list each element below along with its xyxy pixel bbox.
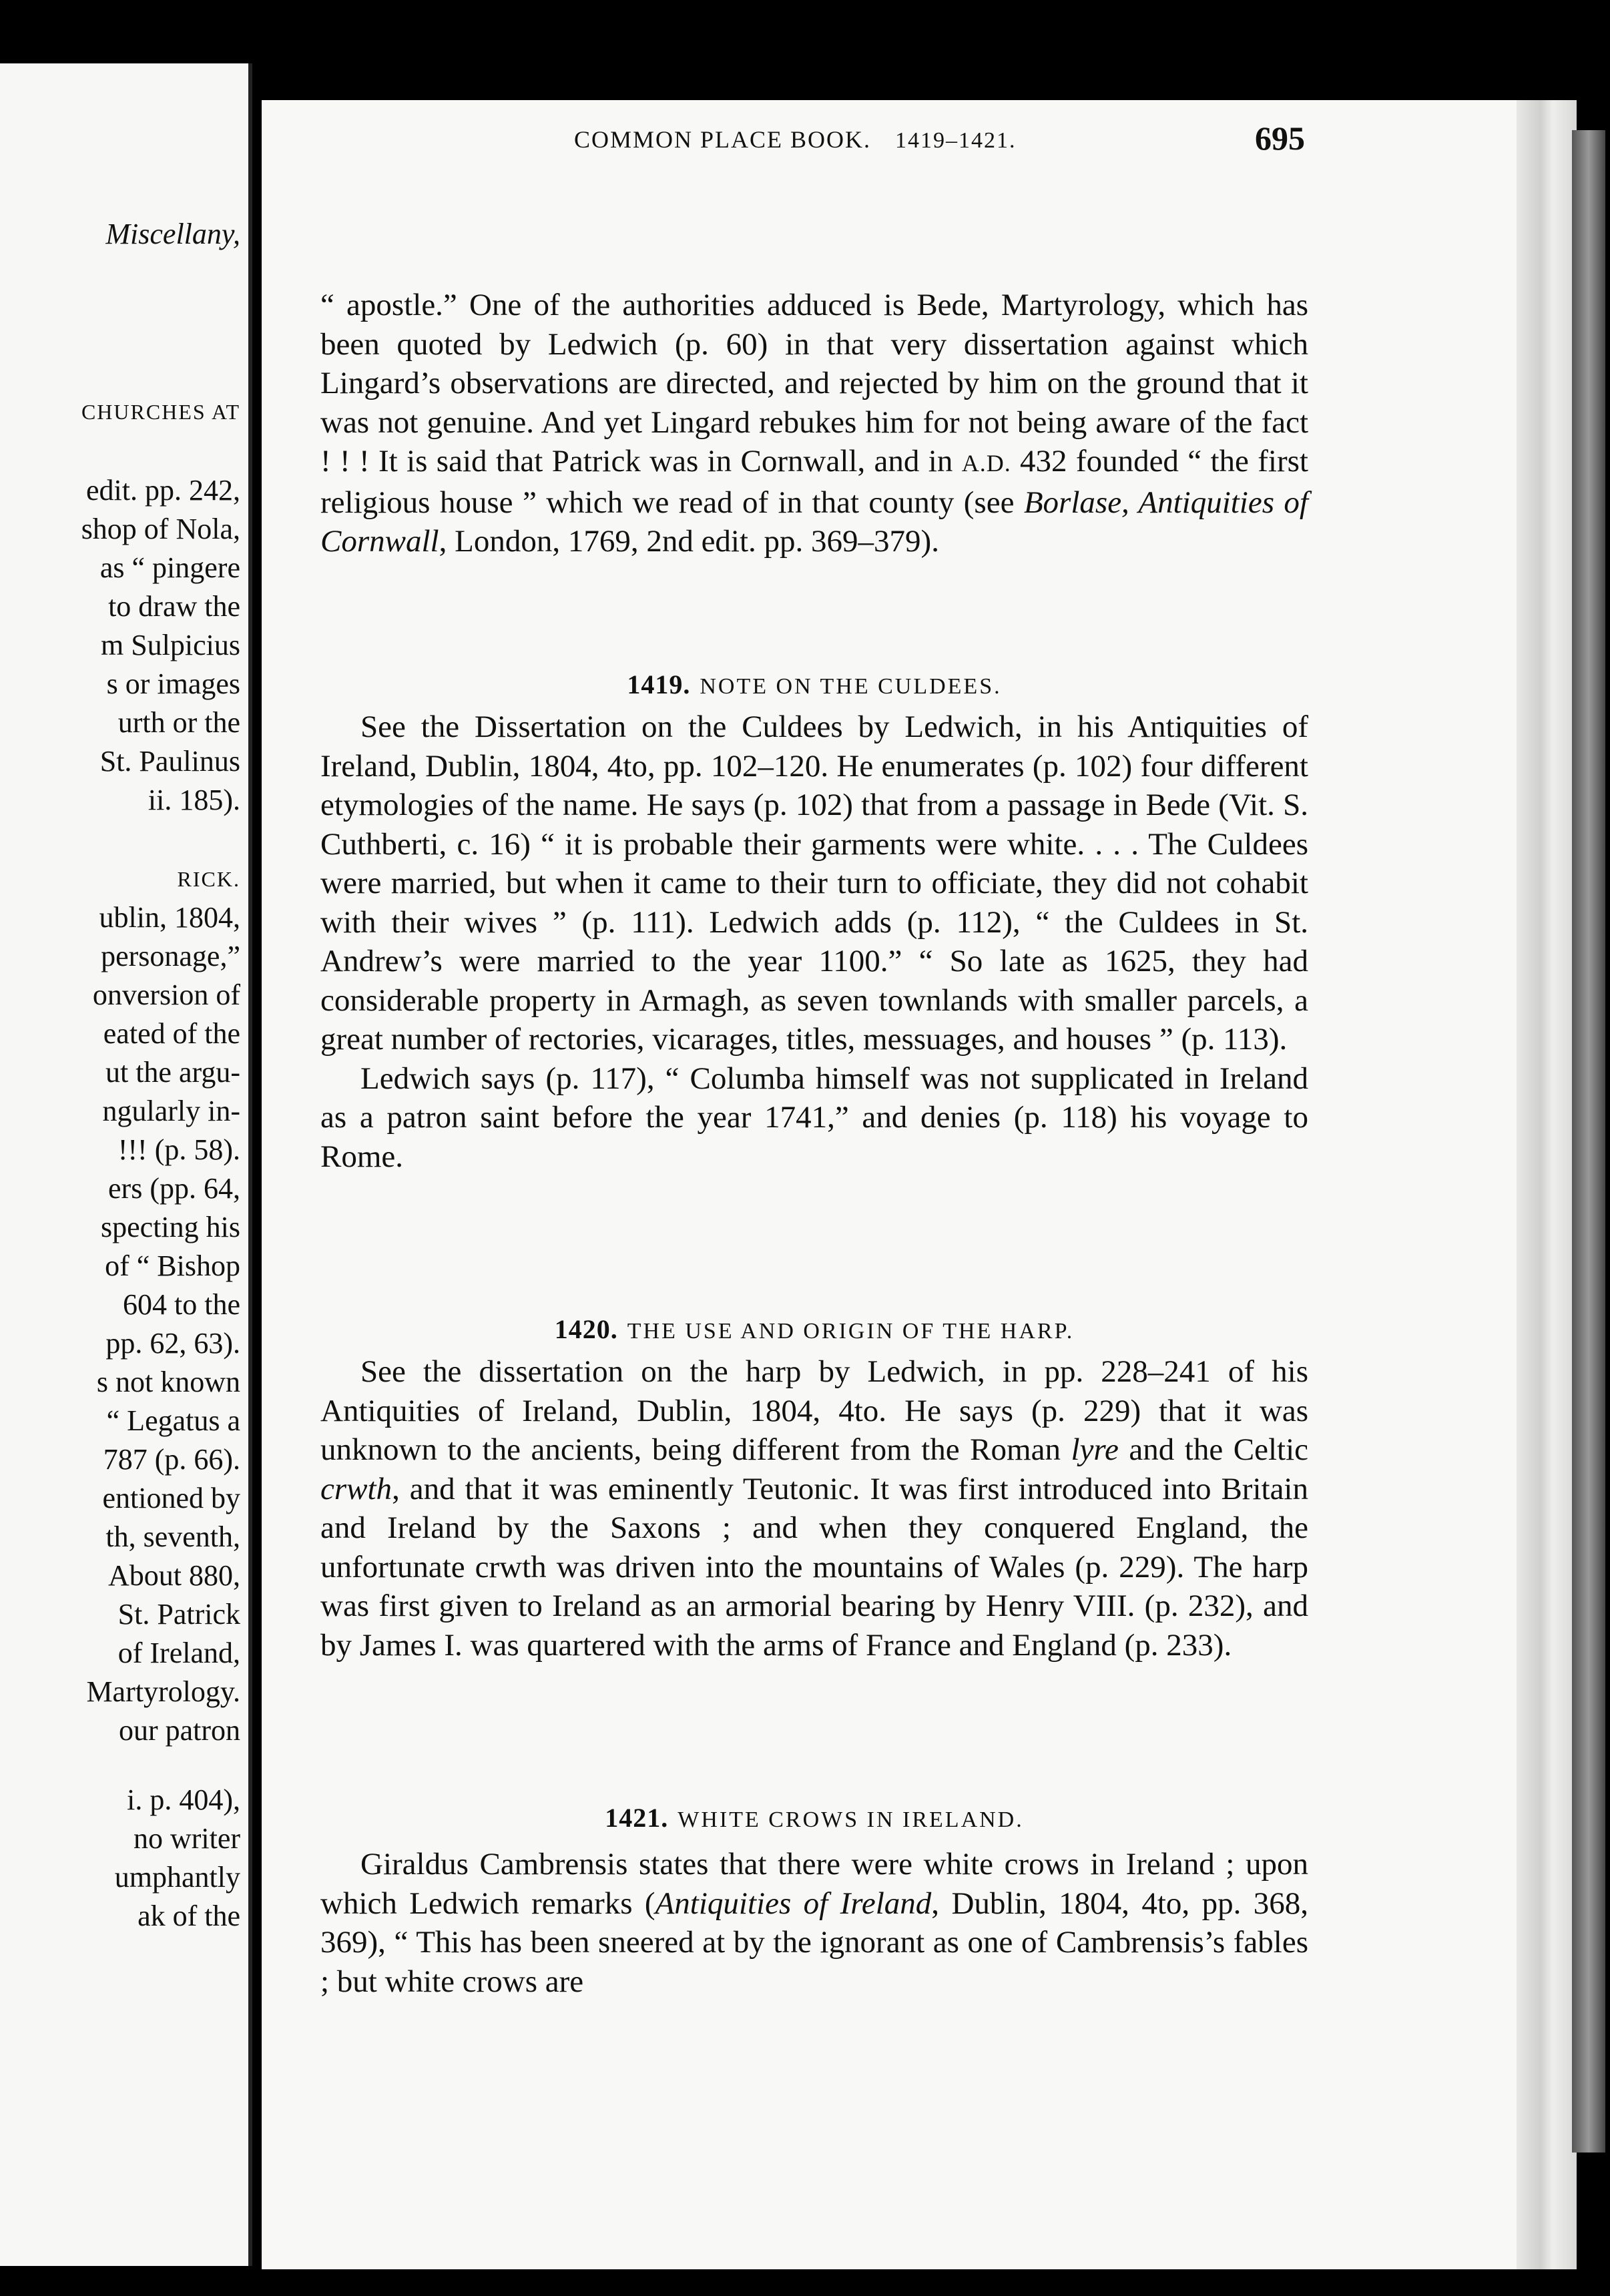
section-body-1419 bbox=[320, 707, 1308, 1176]
left-page-line: 604 to the bbox=[123, 1288, 240, 1321]
left-page-line: Miscellany, bbox=[105, 218, 240, 250]
section-title: NOTE ON THE CULDEES. bbox=[700, 674, 1002, 699]
running-title: COMMON PLACE BOOK. bbox=[574, 126, 872, 153]
left-page-line: s not known bbox=[96, 1366, 240, 1398]
left-page-line: 787 (p. 66). bbox=[103, 1443, 240, 1476]
left-page-line: entioned by bbox=[102, 1482, 240, 1514]
left-page-line: i. p. 404), bbox=[127, 1783, 240, 1816]
paragraph: “ apostle.” One of the authorities adduced is Bede, Martyrology, which has been quoted by Ledwich (p. 60) in that very dissertation against which Lingard’s observations are directed, and rejected by him on the ground that it was not genuine. And yet Lingard rebukes him for not being aware of the fact ! ! ! It is said that Patrick was in Cornwall, and in A.D. 432 founded “ the first religious house ” which we read of in that county (see Borlase, Antiquities of Cornwall, London, 1769, 2nd edit. pp. 369–379). bbox=[320, 288, 1308, 559]
section-title: WHITE CROWS IN IRELAND. bbox=[678, 1807, 1024, 1832]
left-page-line: Martyrology. bbox=[86, 1675, 240, 1708]
left-page-line: ii. 185). bbox=[148, 784, 240, 816]
left-page-line: RICK. bbox=[177, 867, 240, 891]
paragraph: Giraldus Cambrensis states that there were white crows in Ireland ; upon which Ledwich remarks (Antiquities of Ireland, Dublin, 1804, 4to, pp. 368, 369), “ This has been sneered at by the ignorant as one of Cambrensis’s fables ; but white crows are bbox=[320, 1847, 1308, 1999]
section-heading-1420 bbox=[320, 1314, 1308, 1345]
left-page-line: !!! (p. 58). bbox=[117, 1133, 240, 1166]
left-page-line: St. Paulinus bbox=[99, 745, 240, 778]
section-title: THE USE AND ORIGIN OF THE HARP. bbox=[627, 1319, 1075, 1344]
left-page-line: onversion of bbox=[92, 978, 240, 1011]
left-page-line: s or images bbox=[106, 667, 240, 700]
section-number: 1421. bbox=[605, 1803, 669, 1833]
paragraph: See the Dissertation on the Culdees by Ledwich, in his Antiquities of Ireland, Dublin, 1804, 4to, pp. 102–120. He enumerates (p. 102) four different etymologies of the name. He says (p. 102) that from a passage in Bede (Vit. S. Cuthberti, c. 16) “ it is probable their garments were white. . . . The Culdees were married, but when it came to their turn to officiate, they did not cohabit with their wives ” (p. 111). Ledwich adds (p. 112), “ the Culdees in St. Andrew’s were married to the year 1100.” “ So late as 1625, they had considerable property in Armagh, as seven townlands with smaller parcels, a great number of rectories, vicarages, titles, messuages, and houses ” (p. 113). bbox=[320, 709, 1308, 1057]
left-page-line: m Sulpicius bbox=[100, 629, 240, 661]
left-page-line: personage,” bbox=[101, 940, 240, 972]
left-page-line: umphantly bbox=[114, 1861, 240, 1894]
left-page-line: shop of Nola, bbox=[81, 513, 240, 545]
left-page-line: CHURCHES AT bbox=[81, 400, 240, 424]
left-page-line: as “ pingere bbox=[99, 551, 240, 584]
section-body-1420 bbox=[320, 1352, 1308, 1665]
left-page-line: ak of the bbox=[138, 1900, 240, 1932]
section-heading-1421 bbox=[320, 1802, 1308, 1833]
left-page-line: About 880, bbox=[108, 1559, 240, 1592]
left-page-line: urth or the bbox=[117, 706, 240, 739]
section-number: 1420. bbox=[554, 1314, 618, 1344]
section-heading-1419 bbox=[320, 669, 1308, 700]
left-page-line: of “ Bishop bbox=[105, 1249, 240, 1282]
paragraph: See the dissertation on the harp by Ledwich, in pp. 228–241 of his Antiquities of Ireland, Dublin, 1804, 4to. He says (p. 229) that it was unknown to the ancients, being different from the Roman lyre and the Celtic crwth, and that it was eminently Teutonic. It was first introduced into Britain and Ireland by the Saxons ; and when they conquered England, the unfortunate crwth was driven into the mountains of Wales (p. 229). The harp was first given to Ireland as an armorial bearing by Henry VIII. (p. 232), and by James I. was quartered with the arms of France and England (p. 233). bbox=[320, 1354, 1308, 1663]
page-stack-edge bbox=[1572, 130, 1605, 2152]
paragraph: Ledwich says (p. 117), “ Columba himself was not supplicated in Ireland as a patron saint before the year 1741,” and denies (p. 118) his voyage to Rome. bbox=[320, 1061, 1308, 1174]
section-body-1421 bbox=[320, 1845, 1308, 2001]
left-page-line: no writer bbox=[133, 1822, 240, 1855]
left-page-line: ublin, 1804, bbox=[99, 901, 240, 934]
left-page-line: to draw the bbox=[108, 590, 240, 623]
left-page-line: eated of the bbox=[103, 1017, 240, 1050]
left-page-line: St. Patrick bbox=[117, 1598, 240, 1631]
page-edge bbox=[1517, 100, 1577, 2269]
left-page-line: ngularly in- bbox=[102, 1095, 240, 1127]
left-page-line: our patron bbox=[118, 1714, 240, 1747]
left-page-line: ut the argu- bbox=[105, 1056, 240, 1089]
page-number: 695 bbox=[1255, 119, 1305, 157]
left-page-line: edit. pp. 242, bbox=[86, 474, 240, 507]
left-page-line: th, seventh, bbox=[105, 1520, 240, 1553]
continuation-text bbox=[320, 286, 1308, 561]
left-page-line: specting his bbox=[101, 1211, 240, 1243]
entry-range: 1419–1421. bbox=[895, 128, 1017, 153]
left-page-line: of Ireland, bbox=[117, 1637, 240, 1669]
running-head bbox=[574, 125, 1315, 154]
left-page-line: ers (pp. 64, bbox=[108, 1172, 240, 1205]
left-page-fragment bbox=[0, 63, 252, 2266]
left-page-line: pp. 62, 63). bbox=[105, 1327, 240, 1360]
left-page-line: “ Legatus a bbox=[106, 1404, 240, 1437]
section-number: 1419. bbox=[627, 669, 691, 699]
